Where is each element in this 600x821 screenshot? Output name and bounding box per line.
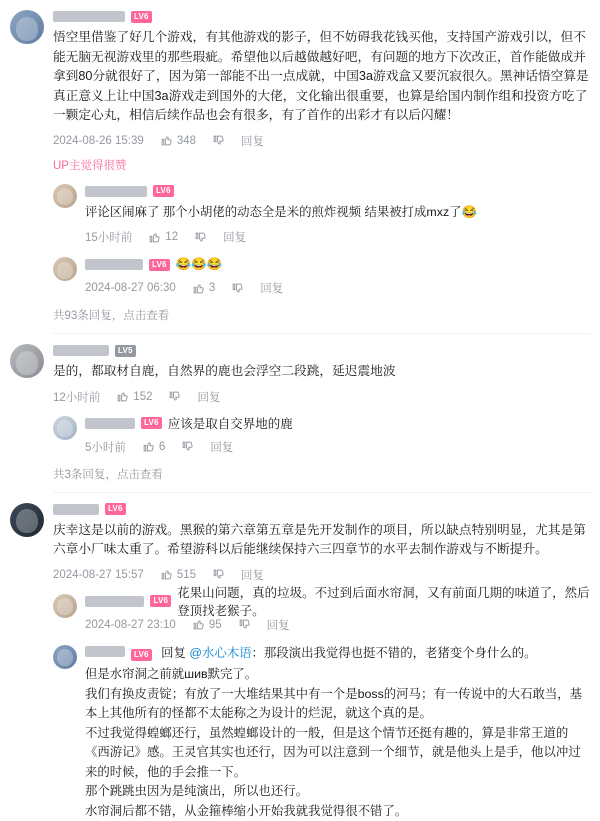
long-reply-p3: 不过我觉得蝗螂还行，虽然蝗螂设计的一般，但是这个情节还挺有趣的，算是非常王道的《西游记》感。王灵官其实也还行，因为可以注意到一个细节，就是他头上是手，他以冲过来的时候，他的手会推一下。	[85, 724, 590, 783]
thumbs-down-icon	[238, 618, 251, 631]
dislike-button[interactable]	[194, 231, 207, 244]
avatar[interactable]	[53, 416, 77, 440]
dislike-button[interactable]	[212, 134, 225, 147]
dislike-button[interactable]	[168, 390, 181, 403]
thumbs-up-icon	[142, 440, 155, 453]
like-count: 3	[209, 282, 215, 294]
comment-time: 12小时前	[53, 389, 100, 405]
level-badge: LV6	[149, 259, 170, 271]
like-button[interactable]	[192, 282, 215, 295]
reply-button[interactable]: 回复	[241, 567, 264, 583]
divider	[53, 333, 590, 334]
comment-text	[85, 644, 590, 664]
level-badge: LV6	[131, 649, 152, 661]
like-button[interactable]	[148, 231, 178, 244]
comment-actions	[53, 567, 590, 583]
like-count: 12	[165, 231, 178, 243]
comment-text: 花果山问题，真的垃圾。不过到后面水帘洞，又有前面几期的味道了，然后登顶找老猴子。	[177, 583, 590, 619]
comment-actions	[53, 133, 590, 149]
like-button[interactable]	[116, 390, 152, 403]
comment-author-row	[85, 415, 590, 432]
thumbs-up-icon	[192, 282, 205, 295]
like-button[interactable]	[160, 568, 196, 581]
thumbs-down-icon	[212, 134, 225, 147]
long-reply-p4: 那个跳跳虫因为是纯演出，所以也还行。	[85, 782, 590, 802]
comment-time: 2024-08-27 23:10	[85, 619, 176, 631]
thumbs-down-icon	[194, 231, 207, 244]
long-reply-p2: 我们有换皮责锭；有放了一大堆结果其中有一个是boss的河马；有一传说中的大石敢当，基本上其他所有的怪都不太能称之为设计的烂泥，就这个真的是。	[85, 685, 590, 724]
like-count: 152	[133, 391, 152, 403]
username[interactable]	[53, 11, 125, 22]
comment-text: 是的，都取材自鹿，自然界的鹿也会浮空二段跳，延迟震地波	[53, 362, 590, 382]
comment-author-row	[85, 183, 590, 200]
dislike-button[interactable]	[181, 440, 194, 453]
view-more-replies[interactable]: 共93条回复，点击查看	[53, 307, 590, 323]
dislike-button[interactable]	[231, 282, 244, 295]
comment-author-row	[85, 593, 590, 610]
username[interactable]	[85, 259, 143, 270]
avatar[interactable]	[53, 645, 77, 669]
avatar[interactable]	[10, 10, 44, 44]
avatar[interactable]	[53, 257, 77, 281]
sub-reply-item	[53, 593, 590, 633]
comment-time: 2024-08-26 15:39	[53, 135, 144, 147]
username[interactable]	[85, 418, 135, 429]
avatar[interactable]	[53, 594, 77, 618]
username[interactable]	[85, 596, 144, 607]
reply-button[interactable]: 回复	[260, 280, 283, 296]
long-reply-p5: 水帘洞后都不错，从金箍棒缩小开始我就我觉得很不错了。	[85, 802, 590, 821]
comment-author-row	[53, 8, 590, 25]
sub-reply-item	[53, 183, 590, 246]
level-badge: LV6	[131, 11, 152, 23]
like-count: 95	[209, 619, 222, 631]
level-badge: LV6	[150, 595, 171, 607]
mention-link[interactable]: @水心木语	[189, 646, 251, 660]
comment-text: 应该是取自交界地的鹿	[168, 414, 293, 432]
like-count: 348	[177, 135, 196, 147]
comment-actions	[53, 389, 590, 405]
avatar[interactable]	[53, 184, 77, 208]
thumbs-up-icon	[148, 231, 161, 244]
comment-time: 15小时前	[85, 229, 132, 245]
sub-reply-list	[53, 415, 590, 482]
reply-button[interactable]: 回复	[197, 389, 220, 405]
comment-item	[10, 493, 590, 821]
dislike-button[interactable]	[238, 618, 251, 631]
comment-author-row	[53, 342, 590, 359]
sub-reply-list	[53, 183, 590, 324]
comment-actions	[85, 439, 590, 455]
thumbs-up-icon	[116, 390, 129, 403]
like-count: 515	[177, 569, 196, 581]
level-badge: LV5	[115, 345, 136, 357]
like-button[interactable]	[142, 440, 165, 453]
comment-author-row	[53, 501, 590, 518]
reply-button[interactable]: 回复	[210, 439, 233, 455]
comment-author-row	[85, 256, 590, 273]
avatar[interactable]	[10, 503, 44, 537]
thumbs-down-icon	[168, 390, 181, 403]
comment-text: 悟空里借鉴了好几个游戏，有其他游戏的影子，但不妨碍我花钱买他，支持国产游戏引以，但不能无脑无视游戏里的那些瑕疵。希望他以后越做越好吧，有问题的地方下次改正，首作能做成并拿到80分就很好了，因为第一部能不出一点成就，中国3a游戏盒又要沉寂很久。黑神话悟空算是真正意义上让中国3a游戏走到国外的大佬，文化输出很重要，也算是给国内制作组和投资方吃了一颗定心丸，相信后续作品也会有很多，有了首作的出彩才有以后闪耀！	[53, 28, 590, 126]
reply-button[interactable]: 回复	[223, 229, 246, 245]
up-liked-tag: UP主觉得很赞	[53, 157, 590, 173]
thumbs-up-icon	[160, 134, 173, 147]
comment-time: 2024-08-27 15:57	[53, 569, 144, 581]
comment-item	[10, 0, 590, 334]
divider	[53, 492, 590, 493]
comment-actions	[85, 229, 590, 245]
avatar[interactable]	[10, 344, 44, 378]
level-badge: LV6	[141, 417, 162, 429]
long-reply-p1: 但是水帘洞之前就шив默完了。	[85, 665, 590, 685]
sub-reply-item	[53, 256, 590, 296]
thumbs-down-icon	[231, 282, 244, 295]
comment-time: 5小时前	[85, 439, 126, 455]
sub-reply-list	[53, 593, 590, 821]
like-button[interactable]	[160, 134, 196, 147]
reply-button[interactable]: 回复	[267, 617, 290, 633]
long-reply-p0: ：那段演出我觉得也挺不错的，老猪变个身什么的。	[252, 646, 537, 660]
username[interactable]	[53, 504, 99, 515]
sub-reply-item	[53, 415, 590, 455]
comment-text: 😂😂😂	[176, 257, 223, 272]
view-more-replies[interactable]: 共3条回复，点击查看	[53, 466, 590, 482]
comment-text: 庆幸这是以前的游戏。黑猴的第六章第五章是先开发制作的项目，所以缺点特别明显，尤其是第六章小厂味太重了。希望游科以后能继续保持六三四章节的水平去制作游戏与不断提升。	[53, 521, 590, 560]
level-badge: LV6	[153, 185, 174, 197]
level-badge: LV6	[105, 503, 126, 515]
username[interactable]	[85, 186, 147, 197]
thumbs-down-icon	[181, 440, 194, 453]
thumbs-down-icon	[212, 568, 225, 581]
reply-prefix-label: 回复	[161, 646, 186, 660]
dislike-button[interactable]	[212, 568, 225, 581]
comment-time: 2024-08-27 06:30	[85, 282, 176, 294]
like-button[interactable]	[192, 618, 222, 631]
thumbs-up-icon	[160, 568, 173, 581]
thumbs-up-icon	[192, 618, 205, 631]
like-count: 6	[159, 441, 165, 453]
comment-text: 评论区闹麻了 那个小胡佬的动态全是米的煎炸视频 结果被打成mxz了😂	[85, 203, 590, 223]
username[interactable]	[85, 646, 125, 657]
sub-reply-item	[53, 644, 590, 821]
comment-item	[10, 334, 590, 493]
comment-actions	[85, 280, 590, 296]
username[interactable]	[53, 345, 109, 356]
reply-button[interactable]: 回复	[241, 133, 264, 149]
